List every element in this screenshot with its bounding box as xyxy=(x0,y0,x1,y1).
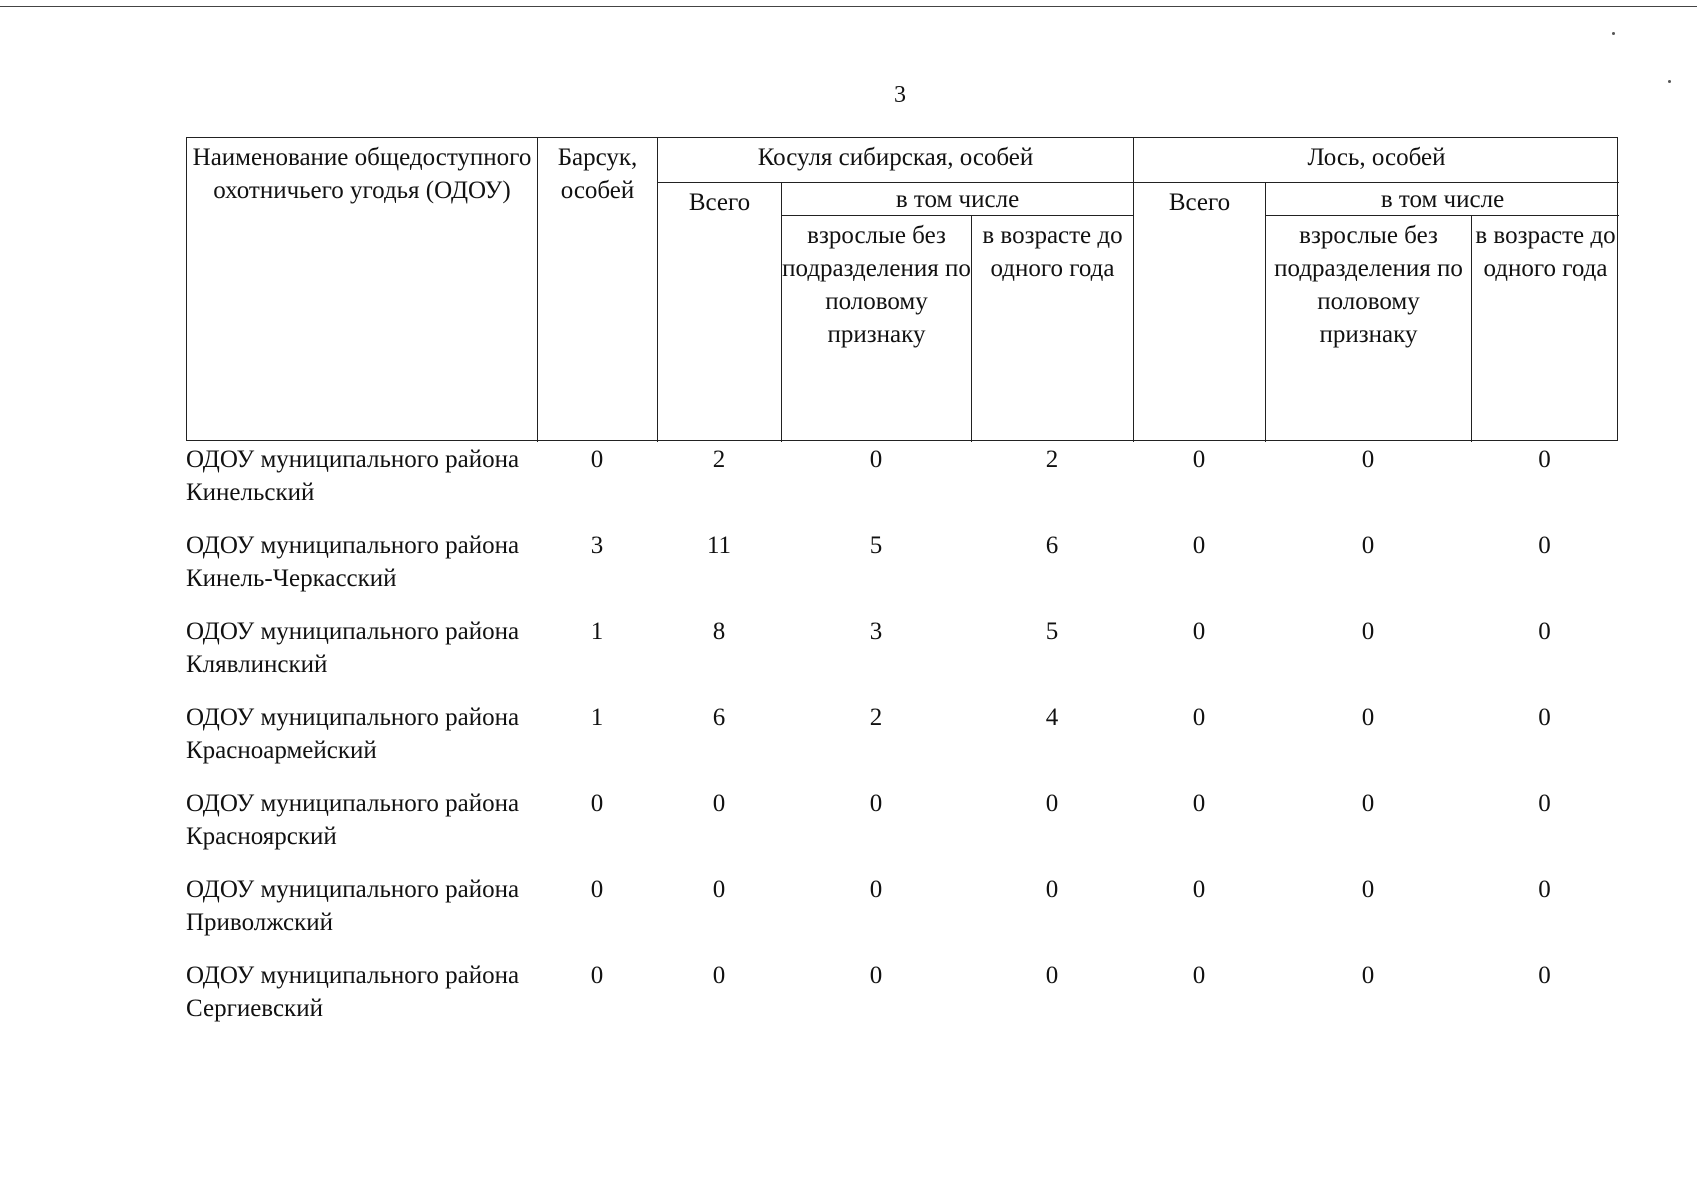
badger-count: 1 xyxy=(590,618,604,645)
roe-adults: 2 xyxy=(869,704,883,731)
roe-adults: 5 xyxy=(869,532,883,559)
moose-young: 0 xyxy=(1538,962,1551,989)
row-name: ОДОУ муниципального района Красноармейский xyxy=(186,704,520,764)
row-name: ОДОУ муниципального района Красноярский xyxy=(186,790,520,850)
row-name: ОДОУ муниципального района Кинельский xyxy=(186,446,520,506)
header-roe-deer: Косуля сибирская, особей xyxy=(658,138,1134,183)
header-roe-adults: взрослые без подразделения по половому признаку xyxy=(782,216,972,442)
badger-count: 3 xyxy=(590,532,604,559)
badger-count: 1 xyxy=(590,704,604,731)
moose-total: 0 xyxy=(1192,876,1206,903)
moose-total: 0 xyxy=(1192,962,1206,989)
row-name: ОДОУ муниципального района Приволжский xyxy=(186,876,520,936)
moose-young: 0 xyxy=(1538,876,1551,903)
roe-adults: 0 xyxy=(869,876,883,903)
roe-adults: 0 xyxy=(869,446,883,473)
page-number: 3 xyxy=(894,82,906,108)
roe-young: 2 xyxy=(1045,446,1059,473)
badger-count: 0 xyxy=(590,446,604,473)
moose-young: 0 xyxy=(1538,790,1551,817)
moose-adults: 0 xyxy=(1361,446,1375,473)
moose-total: 0 xyxy=(1192,790,1206,817)
scan-speck xyxy=(1612,32,1615,35)
table-row xyxy=(186,787,1618,873)
top-rule xyxy=(0,6,1697,7)
table-header xyxy=(186,137,1618,441)
header-name: Наименование общедоступного охотничьего угодья (ОДОУ) xyxy=(187,138,538,442)
roe-young: 0 xyxy=(1045,790,1059,817)
moose-total: 0 xyxy=(1192,704,1206,731)
table-row xyxy=(186,529,1618,615)
badger-count: 0 xyxy=(590,876,604,903)
header-moose-total: Всего xyxy=(1134,183,1266,442)
header-moose-young: в возрасте до одного года xyxy=(1475,222,1616,282)
roe-total: 0 xyxy=(712,962,726,989)
table-row xyxy=(186,443,1618,529)
moose-young: 0 xyxy=(1538,532,1551,559)
moose-total: 0 xyxy=(1192,618,1206,645)
roe-total: 0 xyxy=(712,790,726,817)
roe-adults: 0 xyxy=(869,790,883,817)
header-roe-including: в том числе xyxy=(782,183,1134,216)
roe-young: 0 xyxy=(1045,876,1059,903)
moose-young: 0 xyxy=(1538,618,1551,645)
moose-young: 0 xyxy=(1538,704,1551,731)
header-roe-young: в возрасте до одного года xyxy=(972,216,1134,442)
header-roe-total: Всего xyxy=(658,183,782,442)
badger-count: 0 xyxy=(590,962,604,989)
roe-young: 0 xyxy=(1045,962,1059,989)
roe-total: 0 xyxy=(712,876,726,903)
scan-speck xyxy=(1668,80,1671,83)
moose-adults: 0 xyxy=(1361,532,1375,559)
header-moose-adults: взрослые без подразделения по половому признаку xyxy=(1266,216,1472,442)
roe-total: 6 xyxy=(712,704,726,731)
table-row xyxy=(186,959,1618,1045)
roe-young: 4 xyxy=(1045,704,1059,731)
roe-young: 6 xyxy=(1045,532,1059,559)
moose-total: 0 xyxy=(1192,532,1206,559)
moose-young: 0 xyxy=(1538,446,1551,473)
moose-adults: 0 xyxy=(1361,790,1375,817)
moose-adults: 0 xyxy=(1361,876,1375,903)
table-body xyxy=(186,443,1618,1045)
header-moose-including: в том числе xyxy=(1266,183,1619,216)
roe-adults: 0 xyxy=(869,962,883,989)
row-name: ОДОУ муниципального района Клявлинский xyxy=(186,618,520,678)
roe-total: 2 xyxy=(712,446,726,473)
roe-adults: 3 xyxy=(869,618,883,645)
row-name: ОДОУ муниципального района Кинель-Черкасский xyxy=(186,532,520,592)
roe-total: 8 xyxy=(712,618,726,645)
header-moose: Лось, особей xyxy=(1134,138,1619,183)
moose-total: 0 xyxy=(1192,446,1206,473)
moose-adults: 0 xyxy=(1361,704,1375,731)
roe-young: 5 xyxy=(1045,618,1059,645)
roe-total: 11 xyxy=(706,532,732,559)
moose-adults: 0 xyxy=(1361,962,1375,989)
row-name: ОДОУ муниципального района Сергиевский xyxy=(186,962,520,1022)
moose-adults: 0 xyxy=(1361,618,1375,645)
header-badger: Барсук, особей xyxy=(538,138,658,442)
table-row xyxy=(186,873,1618,959)
table-row xyxy=(186,615,1618,701)
table-row xyxy=(186,701,1618,787)
badger-count: 0 xyxy=(590,790,604,817)
